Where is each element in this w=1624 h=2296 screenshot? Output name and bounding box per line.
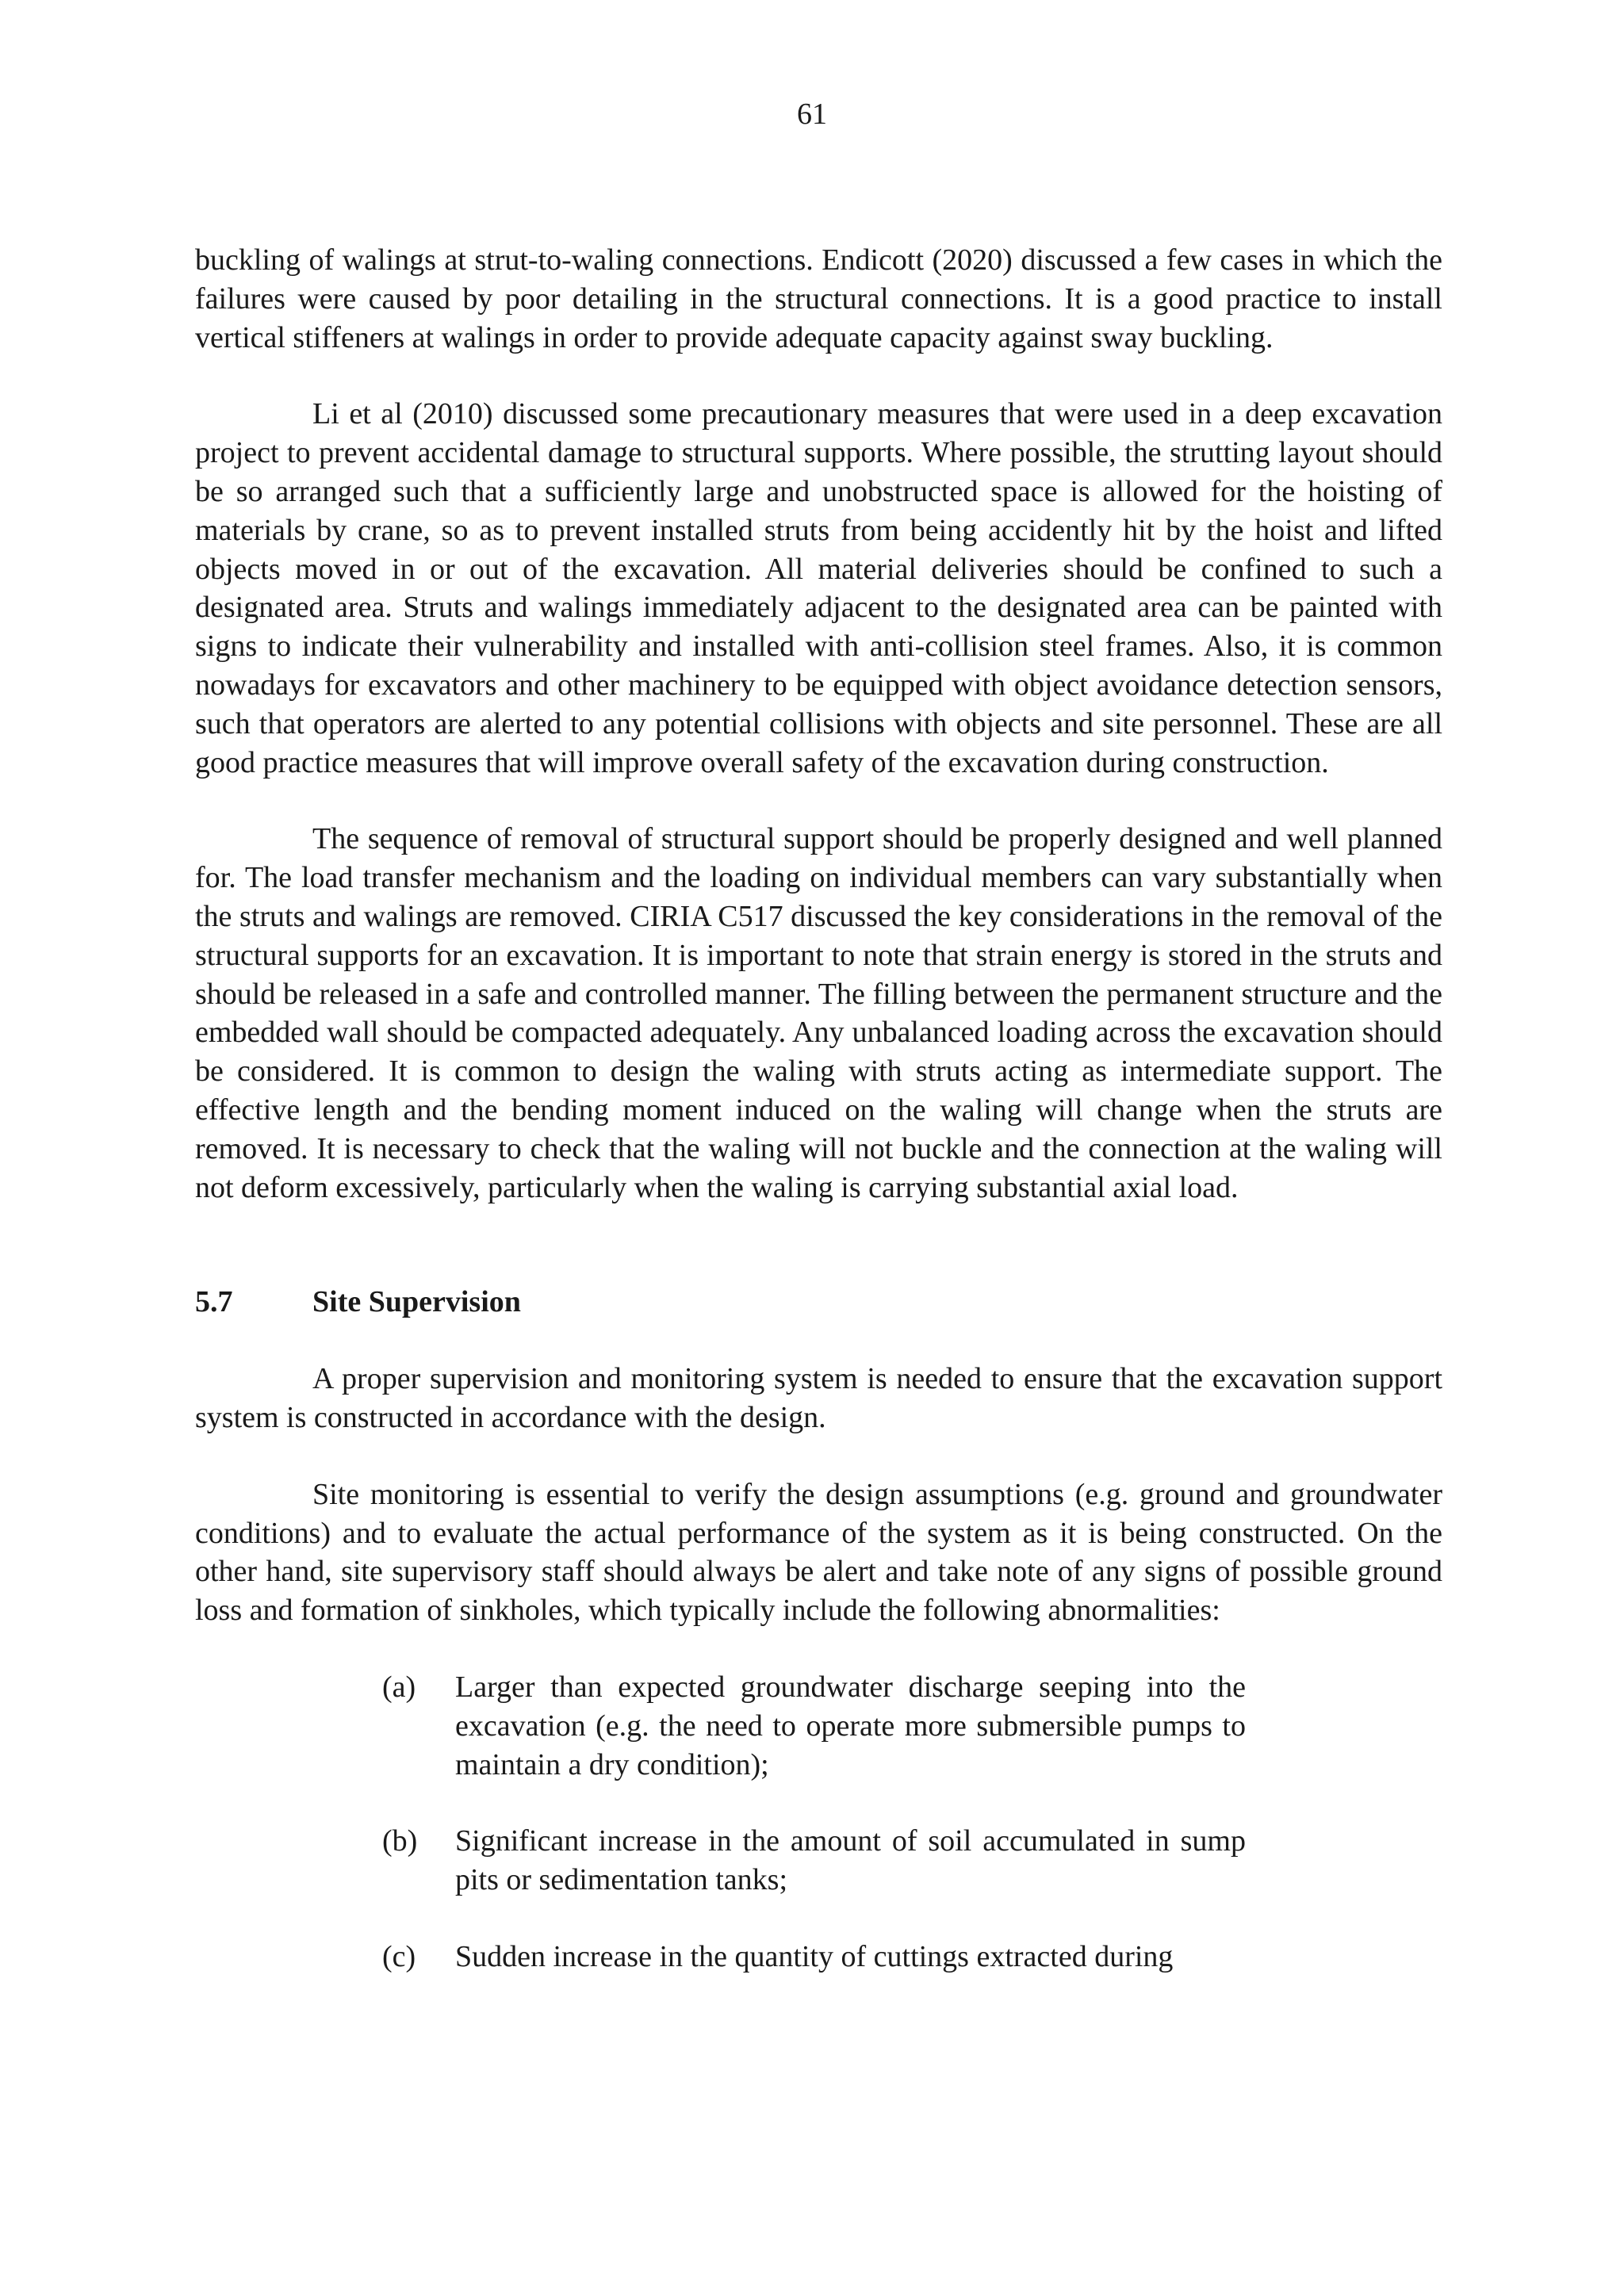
list-item-text: Sudden increase in the quantity of cuttings extracted during bbox=[455, 1939, 1174, 1973]
page-number: 61 bbox=[797, 98, 827, 131]
list-item bbox=[382, 1938, 1246, 1976]
list-item-text: Larger than expected groundwater discharge seeping into the excavation (e.g. the need to operate more submersible pumps to maintain a dry condition); bbox=[455, 1670, 1246, 1781]
list-item bbox=[382, 1668, 1246, 1784]
list-item bbox=[382, 1822, 1246, 1900]
list-item-label: (b) bbox=[382, 1824, 418, 1858]
paragraph-site-monitoring: Site monitoring is essential to verify the design assumptions (e.g. ground and groundwater conditions) and to evaluate the actual performance of the system as it is being constructed. On the other hand, site supervisory staff should always be alert and take note of any signs of possible ground loss and formation of sinkholes, which typically include the following abnormalities: bbox=[195, 1477, 1442, 1628]
list-item-label: (c) bbox=[382, 1939, 416, 1973]
paragraph-strut-connections: buckling of walings at strut-to-waling connections. Endicott (2020) discussed a few cases in which the failures were caused by poor detailing in the structural connections. It is a good practice to install vertical stiffeners at walings in order to provide adequate capacity against sway buckling. bbox=[195, 243, 1442, 354]
list-item-label: (a) bbox=[382, 1670, 416, 1704]
section-heading bbox=[195, 1283, 1442, 1322]
paragraph-precautionary-measures: Li et al (2010) discussed some precautionary measures that were used in a deep excavation project to prevent accidental damage to structural supports. Where possible, the strutting layout should be so arranged such that a sufficiently large and unobstructed space is allowed for the hoisting of materials by crane, so as to prevent installed struts from being accidently hit by the hoist and lifted objects moved in or out of the excavation. All material deliveries should be confined to such a designated area. Struts and walings immediately adjacent to the designated area can be painted with signs to indicate their vulnerability and installed with anti-collision steel frames. Also, it is common nowadays for excavators and other machinery to be equipped with object avoidance detection sensors, such that operators are alerted to any potential collisions with objects and site personnel. These are all good practice measures that will improve overall safety of the excavation during construction. bbox=[195, 397, 1442, 779]
paragraph-support-removal: The sequence of removal of structural support should be properly designed and well planned for. The load transfer mechanism and the loading on individual members can vary substantially when the struts and walings are removed. CIRIA C517 discussed the key considerations in the removal of the structural supports for an excavation. It is important to note that strain energy is stored in the struts and should be released in a safe and controlled manner. The filling between the permanent structure and the embedded wall should be compacted adequately. Any unbalanced loading across the excavation should be considered. It is common to design the waling with struts acting as intermediate support. The effective length and the bending moment induced on the waling will change when the struts are removed. It is necessary to check that the waling will not buckle and the connection at the waling will not deform excessively, particularly when the waling is carrying substantial axial load. bbox=[195, 822, 1442, 1204]
section-title: Site Supervision bbox=[312, 1285, 521, 1319]
paragraph-supervision: A proper supervision and monitoring system is needed to ensure that the excavation support system is constructed in accordance with the design. bbox=[195, 1362, 1442, 1434]
section-number: 5.7 bbox=[195, 1285, 233, 1319]
page-body bbox=[195, 241, 1442, 2015]
list-item-text: Significant increase in the amount of soil accumulated in sump pits or sedimentation tanks; bbox=[455, 1824, 1246, 1897]
abnormalities-list bbox=[195, 1668, 1442, 1976]
